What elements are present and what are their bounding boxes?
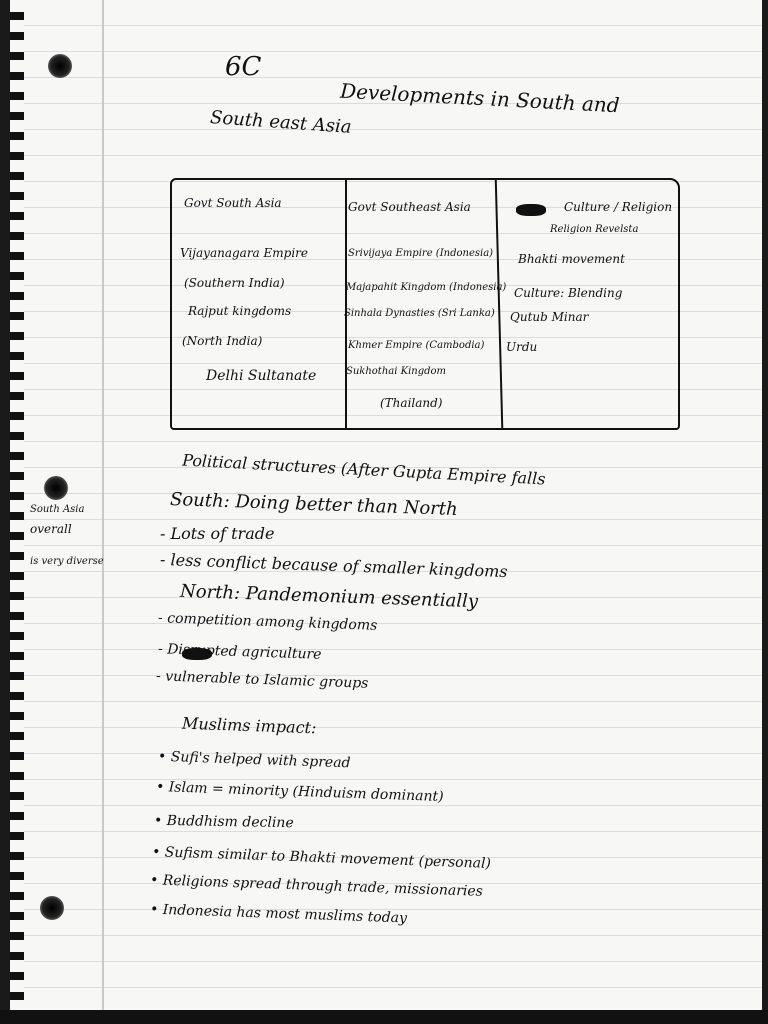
note-line: • Sufi's helped with spread [157, 748, 351, 772]
table-cell: Srivijaya Empire (Indonesia) [348, 248, 494, 259]
side-note: is very diverse [30, 556, 104, 567]
note-line: • Islam = minority (Hinduism dominant) [155, 778, 444, 806]
note-line: - competition among kingdoms [157, 610, 378, 634]
note-line: • Buddhism decline [153, 812, 294, 832]
note-line: - Lots of trade [160, 524, 275, 543]
table-cell: Majapahit Kingdom (Indonesia) [346, 282, 507, 293]
margin-line [102, 0, 104, 1010]
table-cell: Vijayanagara Empire [180, 246, 309, 260]
title-line-2: South east Asia [209, 107, 353, 138]
note-line: • Religions spread through trade, missionaries [149, 872, 484, 900]
note-line: - Disrupted agriculture [157, 641, 322, 663]
note-line: - vulnerable to Islamic groups [155, 668, 369, 692]
page-edge-shadow [0, 1010, 768, 1024]
south-label: South: Doing better than North [169, 488, 459, 521]
punch-hole [48, 54, 72, 78]
punch-hole [44, 476, 68, 500]
notes-heading: Political structures (After Gupta Empire falls [181, 450, 546, 489]
table-header-culture: Culture / Religion [564, 200, 673, 214]
note-line: • Sufism similar to Bhakti movement (personal) [151, 844, 492, 872]
table-header-govt-southeast-asia: Govt Southeast Asia [348, 200, 471, 214]
section-label: 6C [225, 52, 262, 82]
title-line-1: Developments in South and [339, 78, 621, 118]
muslim-impact-label: Muslims impact: [181, 713, 317, 738]
punch-hole [40, 896, 64, 920]
table-cell: (North India) [182, 334, 263, 348]
table-cell: (Thailand) [380, 396, 443, 410]
table-cell: Sukhothai Kingdom [346, 366, 447, 377]
table-divider [345, 178, 347, 428]
scribble-mark [516, 204, 546, 216]
table-cell: Sinhala Dynasties (Sri Lanka) [344, 308, 495, 319]
table-cell: Bhakti movement [518, 252, 625, 266]
north-label: North: Pandemonium essentially [179, 580, 479, 613]
side-note: overall [30, 522, 72, 536]
table-cell: Qutub Minar [510, 310, 589, 324]
table-cell: (Southern India) [184, 276, 285, 290]
spiral-binding [10, 0, 24, 1010]
table-header-govt-south-asia: Govt South Asia [184, 196, 282, 210]
table-cell: Delhi Sultanate [206, 368, 317, 384]
table-cell: Culture: Blending [514, 286, 623, 300]
note-line: - less conflict because of smaller kingdoms [159, 549, 508, 582]
table-cell: Khmer Empire (Cambodia) [348, 340, 485, 351]
table-cell: Rajput kingdoms [188, 304, 292, 318]
note-line: • Indonesia has most muslims today [149, 901, 408, 927]
table-cell: Religion Revelsta [550, 224, 639, 235]
side-note: South Asia [30, 504, 85, 515]
notebook-page [10, 0, 762, 1010]
table-cell: Urdu [506, 340, 538, 354]
